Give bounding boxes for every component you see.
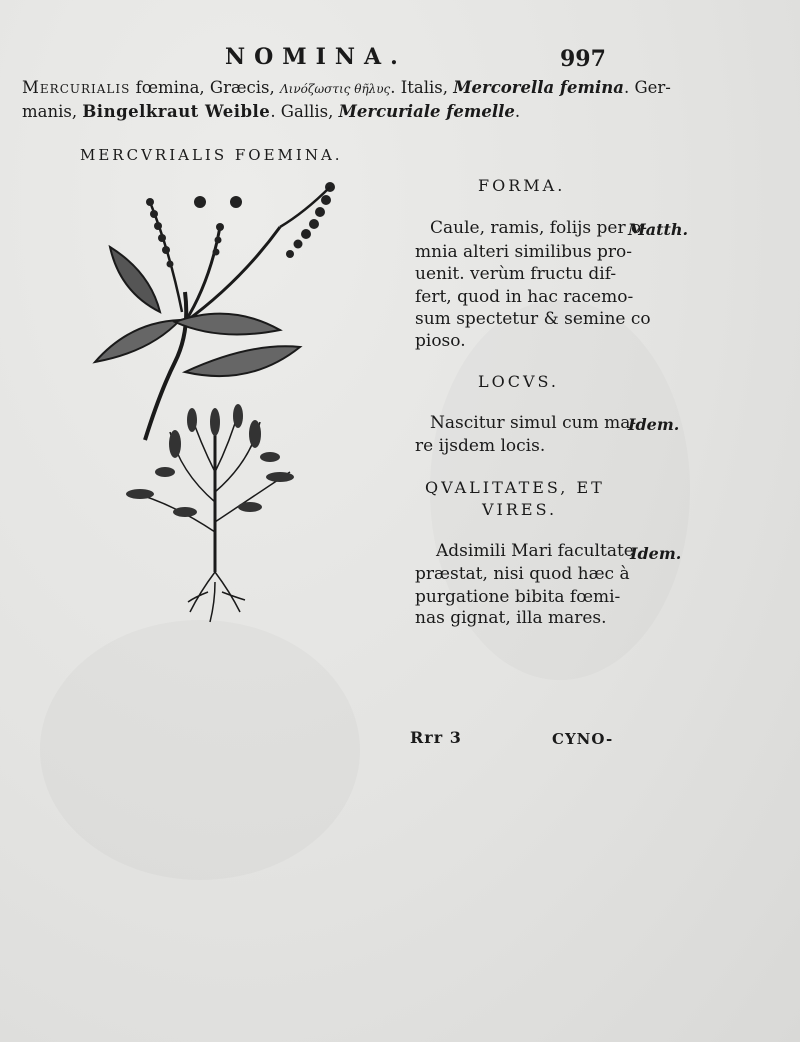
locus-line: re ijsdem locis. <box>415 436 546 456</box>
locus-heading: LOCVS. <box>478 372 560 391</box>
qualitates-line: nas gignat, illa mares. <box>415 608 607 628</box>
plant-woodcut-illustration <box>90 172 350 632</box>
margin-reference: Matth. <box>628 220 689 239</box>
nomina-text: fœmina, Græcis, <box>130 78 280 97</box>
german-name: Bingelkraut Weible <box>82 102 271 121</box>
margin-reference: Idem. <box>630 544 682 563</box>
french-name: Mercuriale femelle <box>338 102 515 121</box>
catchword: CYNO- <box>552 730 614 748</box>
paper-stain <box>40 620 360 880</box>
nomina-text: . Ger- <box>623 78 671 97</box>
nomina-text: . <box>514 102 521 121</box>
forma-line: mnia alteri similibus pro- <box>415 242 633 262</box>
running-head: NOMINA. <box>225 44 407 70</box>
nomina-text: . Italis, <box>390 78 454 97</box>
qualitates-line: purgatione bibita fœmi- <box>415 587 621 607</box>
forma-line: pioso. <box>415 331 466 351</box>
nomina-text: manis, <box>22 102 83 121</box>
forma-line: fert, quod in hac racemo- <box>415 287 634 307</box>
forma-line: uenit. verùm fructu dif- <box>415 264 617 284</box>
species-label: Mercurialis <box>22 78 131 97</box>
figure-caption: MERCVRIALIS FOEMINA. <box>80 146 343 164</box>
forma-heading: FORMA. <box>478 176 566 195</box>
nomina-line-2 <box>22 102 520 121</box>
qualitates-line: præstat, nisi quod hæc à <box>415 564 630 584</box>
signature-mark: Rrr 3 <box>410 728 462 747</box>
italian-name: Mercorella femina <box>453 78 624 97</box>
greek-name: Λινόζωστις θῆλυς <box>279 82 391 96</box>
qualitates-heading: QVALITATES, ET <box>425 478 605 497</box>
nomina-text: . Gallis, <box>270 102 339 121</box>
locus-line: Nascitur simul cum ma- <box>430 413 637 433</box>
margin-reference: Idem. <box>628 415 680 434</box>
qualitates-line: Adsimili Mari facultate <box>436 541 634 561</box>
qualitates-heading-2: VIRES. <box>482 500 558 519</box>
page-number: 997 <box>560 46 606 72</box>
forma-line: sum spectetur & semine co <box>415 309 651 329</box>
forma-line: Caule, ramis, folijs per o- <box>430 218 647 238</box>
nomina-line-1 <box>22 78 671 97</box>
